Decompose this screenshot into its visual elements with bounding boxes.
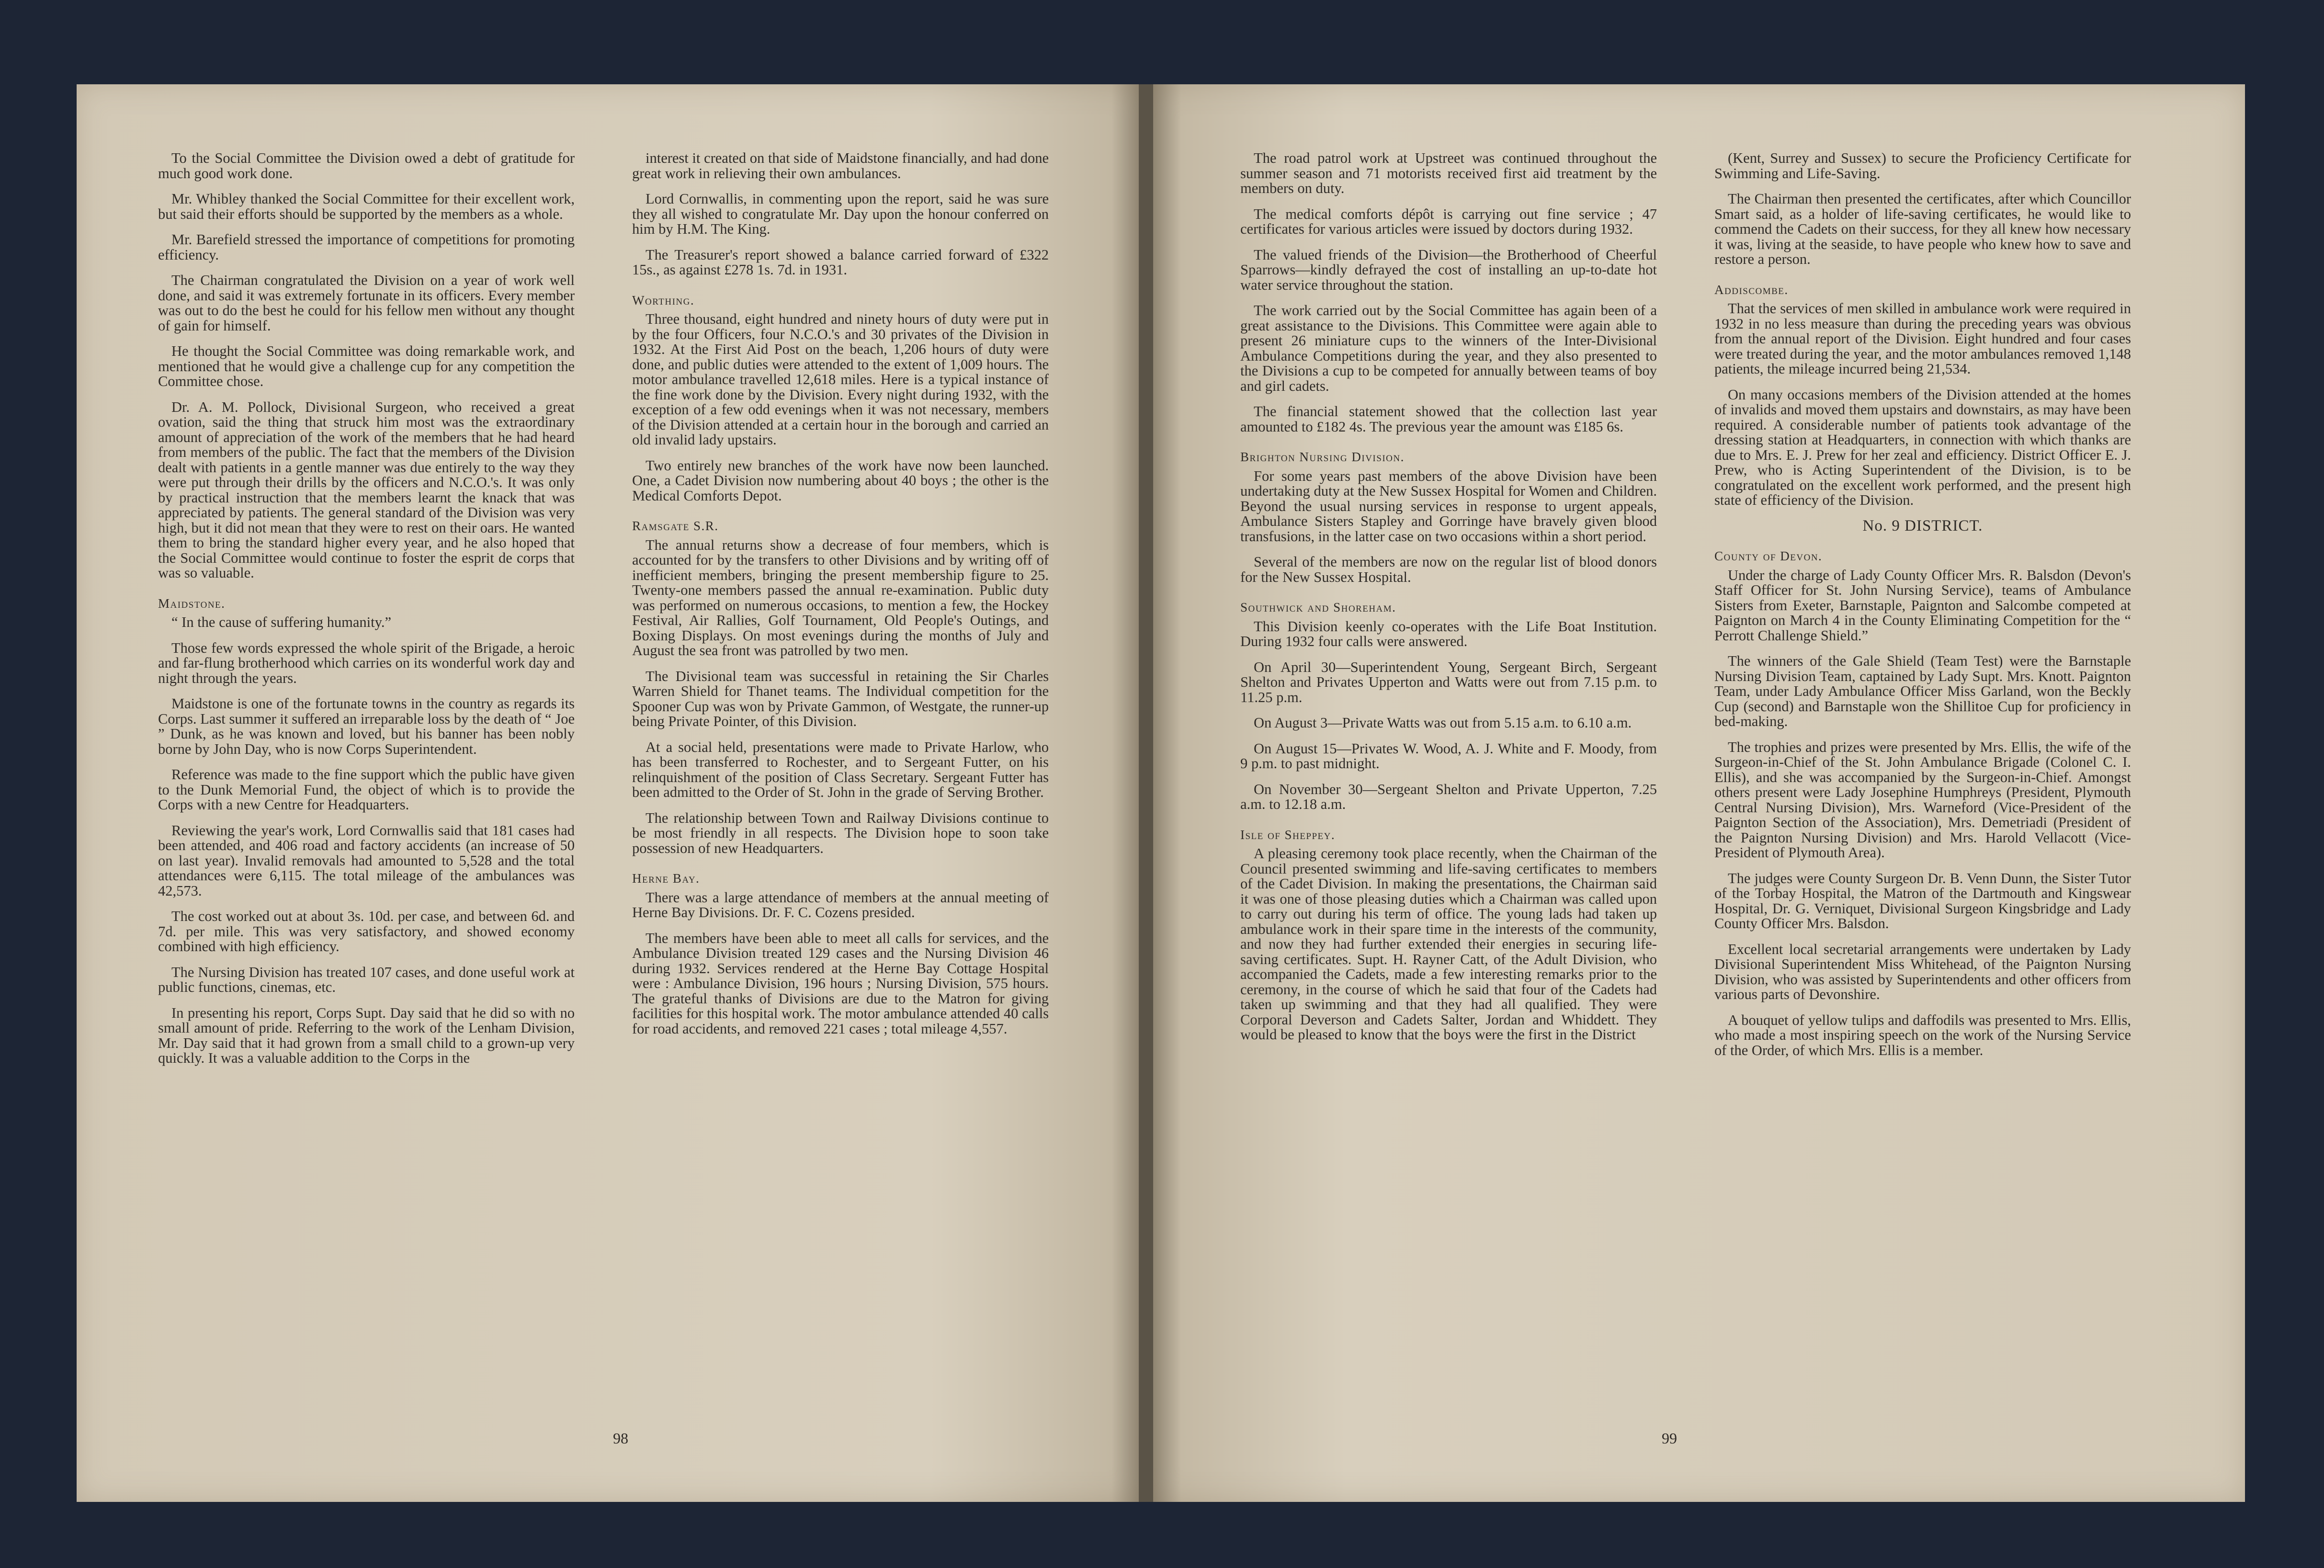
paragraph: Reference was made to the fine support which the public have given to the Dunk Memorial Fund, the object of which is to provide the Corps with a new Centre for Headquarters. [158, 766, 575, 813]
paragraph: The work carried out by the Social Committee has again been of a great assistance to the Divisions. This Committee were again able to present 26 miniature cups to the winners of the Inter-Divisional Ambulance Competitions during the year, and they also presented to the Divisions a cup to be competed for annually between teams of boy and girl cadets. [1240, 302, 1657, 394]
paragraph: Lord Cornwallis, in commenting upon the report, said he was sure they all wished to congratulate Mr. Day upon the honour conferred on him by H.M. The King. [632, 191, 1049, 237]
page-gutter [1139, 84, 1153, 1502]
paragraph: At a social held, presentations were made to Private Harlow, who has been transferred to Rochester, and to Sergeant Futter, on his relinquishment of the position of Class Secretary. Sergeant Futter has been admitted to the Order of St. John in the grade of Serving Brother. [632, 739, 1049, 800]
paragraph: Mr. Barefield stressed the importance of competitions for promoting efficiency. [158, 231, 575, 263]
paragraph: The winners of the Gale Shield (Team Test) were the Barnstaple Nursing Division Team, captained by Lady Supt. Mrs. Knott. Paignton Team, under Lady Ambulance Officer Miss Garland, won the Beckly Cup (second) and Barnstaple won the Shillitoe Cup for proficiency in bed-making. [1714, 653, 2131, 729]
left-page-column-1 [158, 151, 575, 1444]
left-page-column-2 [632, 151, 1049, 1444]
paragraph: Several of the members are now on the regular list of blood donors for the New Sussex Hospital. [1240, 554, 1657, 585]
paragraph: That the services of men skilled in ambulance work were required in 1932 in no less measure than during the preceding years was obvious from the annual report of the Division. Eight hundred and four cases were treated during the year, and the motor ambulances removed 1,148 patients, the mileage incurred being 21,534. [1714, 300, 2131, 377]
paragraph: Dr. A. M. Pollock, Divisional Surgeon, who received a great ovation, said the thing that struck him most was the extraordinary amount of appreciation of the work of the members that he had heard from members of the public. The fact that the members of the Division dealt with patients in a gentle manner was due entirely to the way they were put through their drills by the officers and N.C.O.'s. It was only by practical instruction that the members learnt the knack that was appreciated by patients. The general standard of the Division was very high, but it did not mean that they were to rest on their oars. He wanted them to bring the standard higher every year, and he also hoped that the Social Committee would continue to foster the esprit de corps that was so valuable. [158, 398, 575, 581]
section-heading: County of Devon. [1714, 549, 1823, 563]
section-heading: Ramsgate S.R. [632, 519, 719, 533]
paragraph: “ In the cause of suffering humanity.” [171, 614, 392, 630]
right-page-column-2 [1714, 151, 2131, 1444]
paragraph: On August 3—Private Watts was out from 5.15 a.m. to 6.10 a.m. [1254, 715, 1632, 731]
paragraph: The cost worked out at about 3s. 10d. per case, and between 6d. and 7d. per mile. This was very satisfactory, and showed economy combined with high efficiency. [158, 908, 575, 954]
section-heading: Maidstone. [158, 596, 226, 611]
paragraph: He thought the Social Committee was doing remarkable work, and mentioned that he would give a challenge cup for any competition the Committee chose. [158, 343, 575, 389]
section-heading: Southwick and Shoreham. [1240, 600, 1396, 614]
paragraph: The relationship between Town and Railway Divisions continue to be most friendly in all respects. The Division hope to soon take possession of new Headquarters. [632, 809, 1049, 856]
paragraph: The judges were County Surgeon Dr. B. Venn Dunn, the Sister Tutor of the Torbay Hospital, the Matron of the Dartmouth and Kingswear Hospital, Dr. G. Verniquet, Divisional Surgeon Kingsbridge and Lady County Officer Mrs. Balsdon. [1714, 870, 2131, 932]
paragraph: On many occasions members of the Division attended at the homes of invalids and moved them upstairs and downstairs, as may have been required. A considerable number of patients took advantage of the dressing station at Headquarters, in connection with which thanks are due to Mrs. E. J. Prew for her zeal and efficiency. District Officer E. J. Prew, who is Acting Superintendent of the Division, is to be congratulated on the excellent work performed, and the present high state of efficiency of the Division. [1714, 386, 2131, 508]
paragraph: Under the charge of Lady County Officer Mrs. R. Balsdon (Devon's Staff Officer for St. John Nursing Service), teams of Ambulance Sisters from Exeter, Barnstaple, Paignton and Salcombe competed at Paignton on March 4 in the County Eliminating Competition for the “ Perrott Challenge Shield.” [1714, 567, 2131, 644]
paragraph: On August 15—Privates W. Wood, A. J. White and F. Moody, from 9 p.m. to past midnight. [1240, 740, 1657, 772]
page-number-right: 99 [1662, 1430, 1677, 1447]
paragraph: The medical comforts dépôt is carrying out fine service ; 47 certificates for various articles were issued by doctors during 1932. [1240, 205, 1657, 237]
paragraph: The annual returns show a decrease of four members, which is accounted for by the transfers to other Divisions and by writing off of inefficient members, bringing the present membership figure to 25. Twenty-one members passed the annual re-examination. Public duty was performed on numerous occasions, to mention a few, the Hockey Festival, Air Rallies, Golf Tournament, Old People's Outings, and Boxing Displays. On most evenings during the months of July and August the sea front was patrolled by two men. [632, 536, 1049, 659]
paragraph: There was a large attendance of members at the annual meeting of Herne Bay Divisions. Dr. F. C. Cozens presided. [632, 889, 1049, 920]
right-page-column-1 [1240, 151, 1657, 1444]
section-heading: Brighton Nursing Division. [1240, 450, 1405, 464]
section-heading: Addiscombe. [1714, 282, 1789, 297]
paragraph: The financial statement showed that the collection last year amounted to £182 4s. The previous year the amount was £185 6s. [1240, 403, 1657, 435]
paragraph: To the Social Committee the Division owed a debt of gratitude for much good work done. [158, 151, 575, 182]
paragraph: Reviewing the year's work, Lord Cornwallis said that 181 cases had been attended, and 406 road and factory accidents (an increase of 50 on last year). Invalid removals had amounted to 5,528 and the total attendances were 6,115. The total mileage of the ambulances was 42,573. [158, 822, 575, 899]
page-number-left: 98 [613, 1430, 628, 1447]
paragraph: A pleasing ceremony took place recently, when the Chairman of the Council presented swimming and life-saving certificates to members of the Cadet Division. In making the presentations, the Chairman said it was one of those pleasing duties which a Chairman was called upon to carry out during his term of office. The young lads had taken up ambulance work in their spare time in the interests of the community, and now they had further extended their energies in securing life-saving certificates. Supt. H. Rayner Catt, of the Adult Division, who accompanied the Cadets, made a few interesting remarks prior to the ceremony, in the course of which he said that four of the Cadets had taken up swimming and that they had all qualified. They were Corporal Deverson and Cadets Salter, Jordan and Whiddett. They would be pleased to know that the boys were the first in the District [1240, 845, 1657, 1043]
paragraph: The Nursing Division has treated 107 cases, and done useful work at public functions, cinemas, etc. [158, 964, 575, 995]
paragraph: A bouquet of yellow tulips and daffodils was presented to Mrs. Ellis, who made a most inspiring speech on the work of the Nursing Service of the Order, of which Mrs. Ellis is a member. [1714, 1011, 2131, 1058]
paragraph: Those few words expressed the whole spirit of the Brigade, a heroic and far-flung brotherhood which carries on its wonderful work day and night through the years. [158, 639, 575, 686]
paragraph: The Chairman congratulated the Division on a year of work well done, and said it was extremely fortunate in its officers. Every member was out to do the best he could for his fellow men without any thought of gain for himself. [158, 272, 575, 334]
paragraph: The road patrol work at Upstreet was continued throughout the summer season and 71 motorists received first aid treatment by the members on duty. [1240, 151, 1657, 196]
section-heading: Isle of Sheppey. [1240, 827, 1336, 842]
paragraph: On November 30—Sergeant Shelton and Private Upperton, 7.25 a.m. to 12.18 a.m. [1240, 781, 1657, 812]
paragraph: The Divisional team was successful in retaining the Sir Charles Warren Shield for Thanet teams. The Individual competition for the Spooner Cup was won by Private Gammon, of Westgate, the runner-up being Private Pointer, of this Division. [632, 668, 1049, 729]
paragraph: Excellent local secretarial arrangements were undertaken by Lady Divisional Superintendent Miss Whitehead, of the Paignton Nursing Division, who was assisted by Superintendents and other officers from various parts of Devonshire. [1714, 941, 2131, 1002]
paragraph: (Kent, Surrey and Sussex) to secure the Proficiency Certificate for Swimming and Life-Saving. [1714, 151, 2131, 182]
section-heading: Herne Bay. [632, 871, 700, 886]
paragraph: This Division keenly co-operates with the Life Boat Institution. During 1932 four calls were answered. [1240, 618, 1657, 649]
paragraph: Three thousand, eight hundred and ninety hours of duty were put in by the four Officers, four N.C.O.'s and 30 privates of the Division in 1932. At the First Aid Post on the beach, 1,206 hours of duty were done, and public duties were attended to the extent of 1,009 hours. The motor ambulance travelled 12,618 miles. Here is a typical instance of the fine work done by the Division. Every night during 1932, with the exception of a few odd evenings when it was not necessary, members of the Division attended at a certain hour in the borough and carried an old invalid lady upstairs. [632, 311, 1049, 448]
paragraph: In presenting his report, Corps Supt. Day said that he did so with no small amount of pride. Referring to the work of the Lenham Division, Mr. Day said that it had grown from a small child to a grown-up very quickly. It was a valuable addition to the Corps in the [158, 1004, 575, 1066]
paragraph: The valued friends of the Division—the Brotherhood of Cheerful Sparrows—kindly defrayed the cost of installing an up-to-date hot water service throughout the station. [1240, 246, 1657, 293]
section-heading: Worthing. [632, 293, 695, 307]
paragraph: Mr. Whibley thanked the Social Committee for their excellent work, but said their efforts should be supported by the members as a whole. [158, 191, 575, 222]
paragraph: Two entirely new branches of the work have now been launched. One, a Cadet Division now numbering about 40 boys ; the other is the Medical Comforts Depot. [632, 457, 1049, 504]
paragraph: The Chairman then presented the certificates, after which Councillor Smart said, as a holder of life-saving certificates, he would like to commend the Cadets on their success, for they all knew how necessary it was, living at the seaside, to have people who knew how to save and restore a person. [1714, 191, 2131, 267]
paragraph: interest it created on that side of Maidstone financially, and had done great work in relieving their own ambulances. [632, 151, 1049, 182]
paragraph: The trophies and prizes were presented by Mrs. Ellis, the wife of the Surgeon-in-Chief of the St. John Ambulance Brigade (Colonel C. I. Ellis), and she was accompanied by the Surgeon-in-Chief. Amongst others present were Lady Josephine Humphreys (President, Plymouth Central Nursing Division), Mrs. Warneford (Vice-President of the Paignton Section of the Association), Mrs. Demetriadi (President of the Paignton Nursing Division) and Mrs. Harold Vellacott (Vice-President of Plymouth Area). [1714, 739, 2131, 861]
district-heading: No. 9 DISTRICT. [1862, 517, 1983, 534]
paragraph: Maidstone is one of the fortunate towns in the country as regards its Corps. Last summer it suffered an irreparable loss by the death of “ Joe ” Dunk, as he was known and loved, but his banner has been nobly borne by John Day, who is now Corps Superintendent. [158, 695, 575, 757]
paragraph: The Treasurer's report showed a balance carried forward of £322 15s., as against £278 1s. 7d. in 1931. [632, 246, 1049, 278]
paragraph: On April 30—Superintendent Young, Sergeant Birch, Sergeant Shelton and Privates Upperton and Watts were out from 7.15 p.m. to 11.25 p.m. [1240, 659, 1657, 705]
paragraph: The members have been able to meet all calls for services, and the Ambulance Division treated 129 cases and the Nursing Division 46 during 1932. Services rendered at the Herne Bay Cottage Hospital were : Ambulance Division, 196 hours ; Nursing Division, 575 hours. The grateful thanks of Divisions are due to the Matron for giving facilities for this hospital work. The motor ambulance attended 40 calls for road accidents, and removed 221 cases ; total mileage 4,557. [632, 930, 1049, 1037]
paragraph: For some years past members of the above Division have been undertaking duty at the New Sussex Hospital for Women and Children. Beyond the usual nursing services in response to urgent appeals, Ambulance Sisters Stapley and Gorringe have bravely given blood transfusions, in the latter case on two occasions within a short period. [1240, 467, 1657, 545]
